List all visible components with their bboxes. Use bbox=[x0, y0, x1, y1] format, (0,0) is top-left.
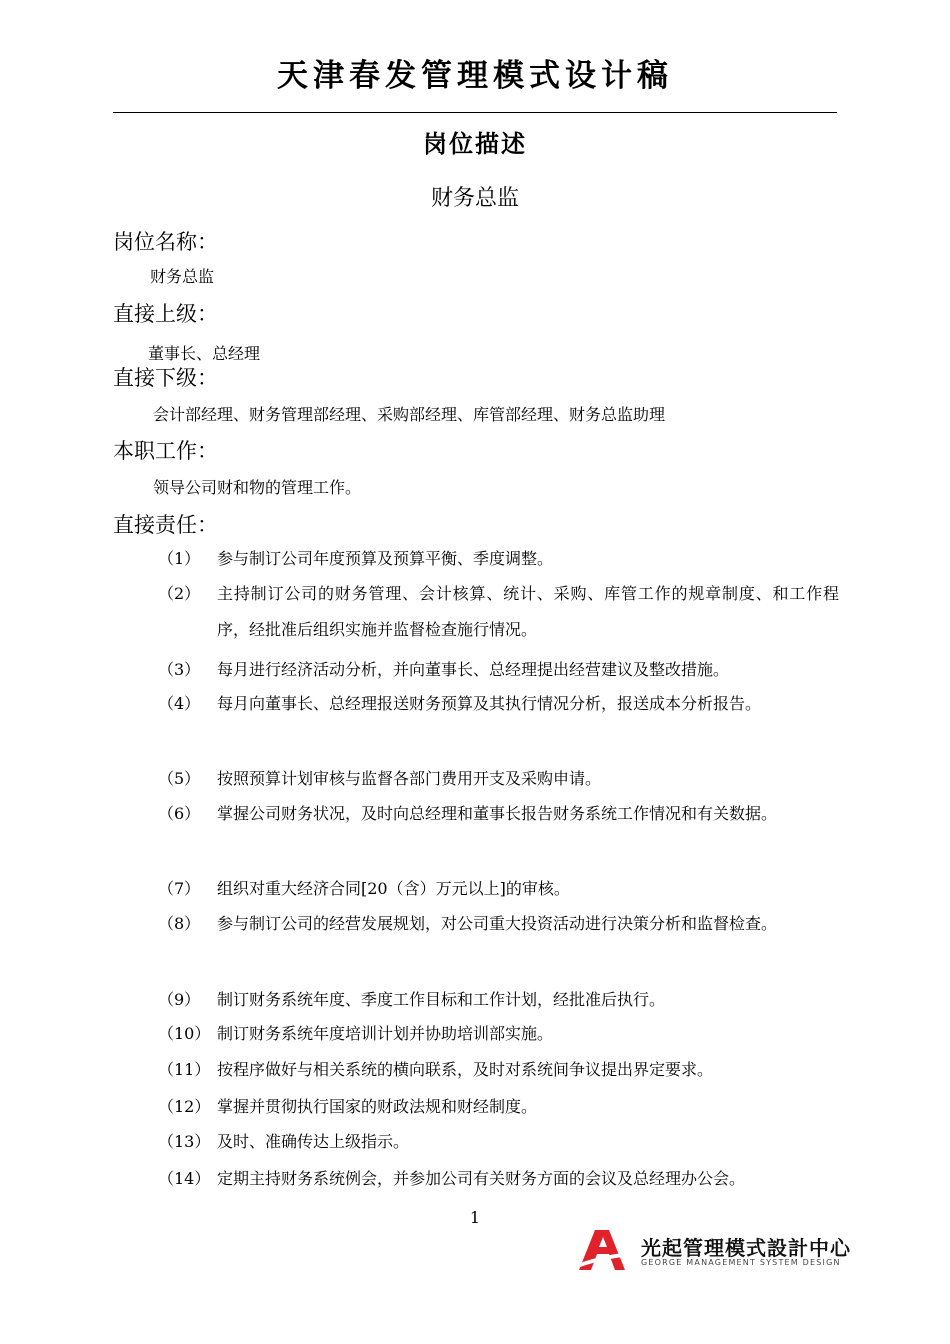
position-name-heading: 岗位名称： bbox=[113, 230, 218, 254]
duty-text: 每月进行经济活动分析，并向董事长、总经理提出经营建议及整改措施。 bbox=[217, 660, 730, 679]
direct-subordinates-heading: 直接下级： bbox=[113, 366, 218, 390]
duty-number: （6） bbox=[158, 804, 201, 823]
direct-superior-value: 董事长、总经理 bbox=[148, 344, 261, 363]
duty-number: （10） bbox=[158, 1024, 211, 1043]
duty-text: 参与制订公司年度预算及预算平衡、季度调整。 bbox=[217, 549, 554, 568]
duty-number: （3） bbox=[158, 660, 201, 679]
duty-number: （5） bbox=[158, 769, 201, 788]
duty-text: 定期主持财务系统例会，并参加公司有关财务方面的会议及总经理办公会。 bbox=[217, 1169, 746, 1188]
direct-superior-heading: 直接上级： bbox=[113, 302, 218, 326]
logo-name: 光起管理模式設計中心 bbox=[641, 1236, 851, 1260]
duty-text: 制订财务系统年度培训计划并协助培训部实施。 bbox=[217, 1024, 554, 1043]
direct-subordinates-value: 会计部经理、财务管理部经理、采购部经理、库管部经理、财务总监助理 bbox=[153, 405, 666, 424]
main-work-heading: 本职工作： bbox=[113, 439, 218, 463]
duty-text: 主持制订公司的财务管理、会计核算、统计、采购、库管工作的规章制度、和工作程序，经批准后组织实施并监督检查施行情况。 bbox=[217, 584, 839, 639]
company-logo bbox=[575, 1228, 851, 1272]
header-divider bbox=[113, 112, 837, 113]
duty-number: （4） bbox=[158, 694, 201, 713]
logo-tagline: GEORGE MANAGEMENT SYSTEM DESIGN bbox=[641, 1258, 841, 1267]
document-subtitle: 财务总监 bbox=[430, 186, 519, 211]
document-header-title: 天津春发管理模式设计稿 bbox=[277, 58, 673, 94]
duty-number: （1） bbox=[158, 549, 201, 568]
duty-text: 按照预算计划审核与监督各部门费用开支及采购申请。 bbox=[217, 769, 602, 788]
position-name-value: 财务总监 bbox=[150, 267, 215, 286]
duty-text: 掌握并贯彻执行国家的财政法规和财经制度。 bbox=[217, 1097, 538, 1116]
logo-mark-icon bbox=[575, 1228, 635, 1272]
duty-text: 及时、准确传达上级指示。 bbox=[217, 1132, 410, 1151]
duty-number: （12） bbox=[158, 1097, 211, 1116]
main-work-value: 领导公司财和物的管理工作。 bbox=[153, 478, 362, 497]
duty-number: （7） bbox=[158, 879, 201, 898]
document-title: 岗位描述 bbox=[423, 130, 527, 158]
duty-text: 掌握公司财务状况，及时向总经理和董事长报告财务系统工作情况和有关数据。 bbox=[217, 804, 778, 823]
duty-number: （9） bbox=[158, 990, 201, 1009]
duty-text: 按程序做好与相关系统的横向联系，及时对系统间争议提出界定要求。 bbox=[217, 1060, 714, 1079]
duty-number: （11） bbox=[158, 1060, 211, 1079]
duty-number: （2） bbox=[158, 584, 201, 603]
duty-text: 制订财务系统年度、季度工作目标和工作计划，经批准后执行。 bbox=[217, 990, 666, 1009]
duty-number: （13） bbox=[158, 1132, 211, 1151]
duty-text: 每月向董事长、总经理报送财务预算及其执行情况分析，报送成本分析报告。 bbox=[217, 694, 762, 713]
duty-text: 参与制订公司的经营发展规划，对公司重大投资活动进行决策分析和监督检查。 bbox=[217, 914, 778, 933]
duty-text: 组织对重大经济合同[20（含）万元以上]的审核。 bbox=[217, 879, 570, 898]
page-number: 1 bbox=[469, 1208, 481, 1227]
responsibilities-heading: 直接责任： bbox=[113, 513, 218, 537]
duty-number: （8） bbox=[158, 914, 201, 933]
duty-number: （14） bbox=[158, 1169, 211, 1188]
